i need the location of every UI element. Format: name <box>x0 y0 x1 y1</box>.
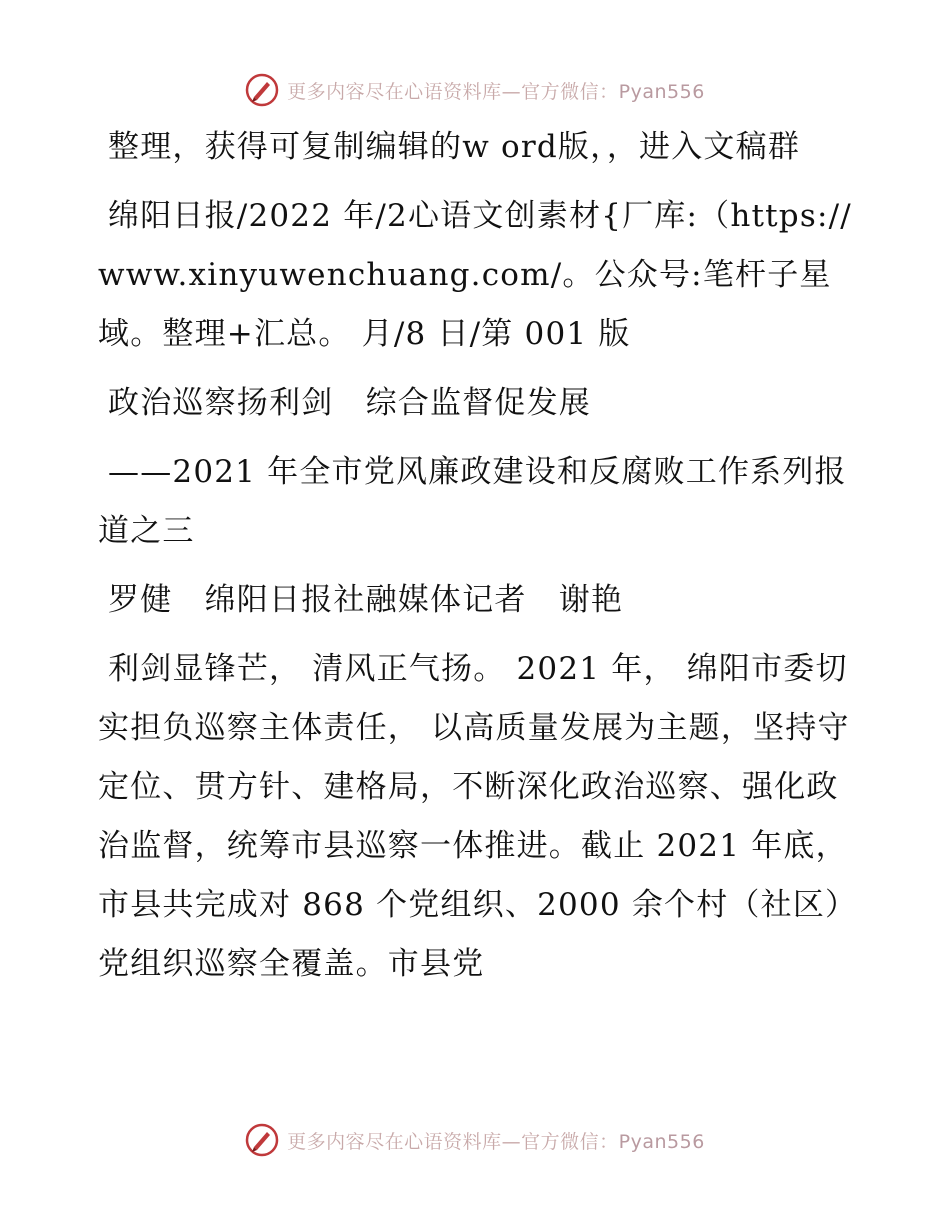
watermark-text <box>287 1127 705 1154</box>
watermark-text <box>287 77 705 104</box>
article-title: 政治巡察扬利剑 综合监督促发展 <box>108 385 591 421</box>
article-subtitle: ——2021 年全市党风廉政建设和反腐败工作系列报道之三 <box>98 454 847 549</box>
article-byline: 罗健 绵阳日报社融媒体记者 谢艳 <box>108 582 624 618</box>
watermark-label: 更多内容尽在心语资料库—官方微信： <box>287 80 619 103</box>
paragraph-source: 绵阳日报/2022 年/2心语文创素材{厂库:（https://www.xinyuwenchuang.com/。公众号:笔杆子星域。整理+汇总。 月/8 日/第 001 版 <box>98 198 852 352</box>
pen-logo-icon <box>245 1123 279 1157</box>
watermark-label: 更多内容尽在心语资料库—官方微信： <box>287 1130 619 1153</box>
paragraph-intro: 整理，获得可复制编辑的w ord版，，进入文稿群 <box>108 129 801 165</box>
pen-logo-icon <box>245 73 279 107</box>
watermark-wechat-id: Pyan556 <box>618 80 705 103</box>
article-lead-paragraph: 利剑显锋芒， 清风正气扬。 2021 年， 绵阳市委切实担负巡察主体责任， 以高质量发展为主题，坚持守定位、贯方针、建格局，不断深化政治巡察、强化政治监督，统筹市县巡察一体推进。截止 2021 年底，市县共完成对 868 个党组织、2000 余个村（社区）党组织巡察全覆盖。市县党 <box>98 651 850 982</box>
watermark-header <box>0 70 950 110</box>
document-body <box>98 118 853 1004</box>
watermark-wechat-id: Pyan556 <box>618 1130 705 1153</box>
watermark-footer <box>0 1120 950 1160</box>
